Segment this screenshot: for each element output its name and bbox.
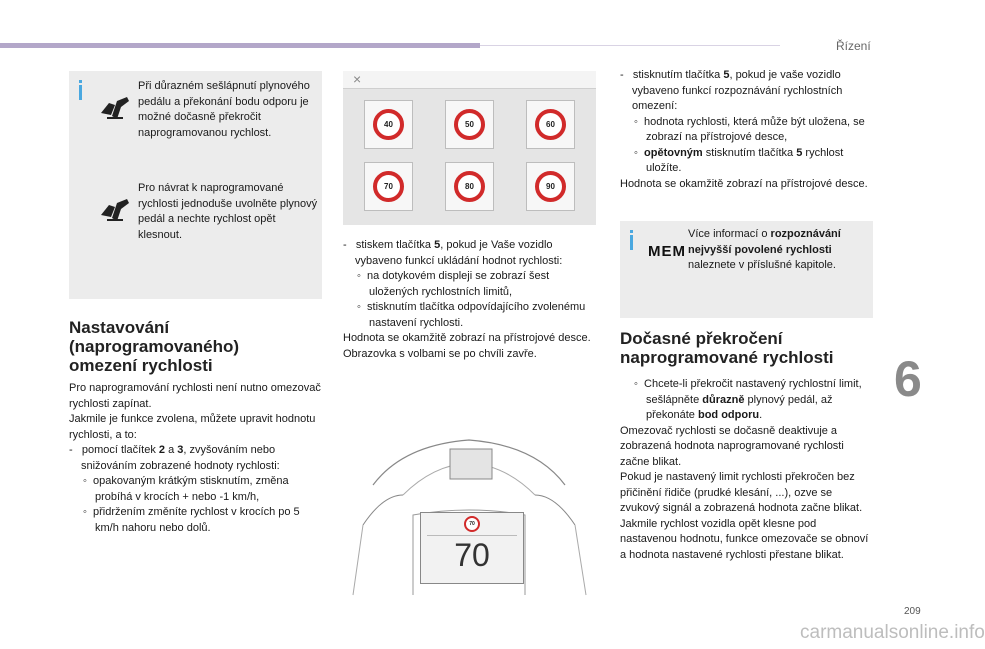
section-heading-exceed: Dočasné překročení naprogramované rychlosti bbox=[620, 329, 834, 367]
info-box-recognition bbox=[620, 221, 873, 318]
speed-button-3[interactable] bbox=[526, 100, 575, 149]
speed-limit-sign-icon: 70 bbox=[464, 516, 480, 532]
cluster-speed-value: 70 bbox=[454, 537, 490, 573]
cluster-display bbox=[420, 512, 524, 584]
col3-body-bottom: ◦ Chcete-li překročit nastavený rychlostní limit, sešlápněte důrazně plynový pedál, až překonáte bod odporu. Omezovač rychlosti se dočasně deaktivuje a zobrazená hodnota naprogramované rychlosti začne blikat. Pokud je nastavený limit rychlosti překročen bez přičinění řidiče (prudké klesání, ...), ozve se zvukový signál a zobrazená hodnota začne blikat. Jakmile rychlost vozidla opět klesne pod nastavenou hodnotu, funkce omezovače se obnoví a hodnota nastavené rychlosti přestane blikat. bbox=[620, 377, 873, 563]
section-title: Řízení bbox=[836, 39, 871, 53]
info-text-recognition: Více informací o rozpoznávání nejvyšší povolené rychlosti naleznete v příslušné kapitole. bbox=[688, 228, 841, 271]
col1-body: Pro naprogramování rychlosti není nutno omezovač rychlosti zapínat. Jakmile je funkce zvolena, můžete upravit hodnotu rychlosti, a to: - pomocí tlačítek 2 a 3, zvyšováním nebo snižováním zobrazené hodnoty rychlosti: ◦ opakovaným krátkým stisknutím, změna probíhá v krocích + nebo -1 km/h, ◦ přidržením změníte rychlost v krocích po 5 km/h nahoru nebo dolů. bbox=[69, 381, 322, 536]
page-number: 209 bbox=[904, 606, 921, 617]
screen-header bbox=[343, 71, 596, 89]
sub-bullet-short-press: ◦ opakovaným krátkým stisknutím, změna probíhá v krocích + nebo -1 km/h, bbox=[83, 475, 289, 503]
mem-icon: MEM bbox=[648, 243, 686, 260]
info-box-overspeed bbox=[69, 71, 322, 299]
bullet-buttons-2-3: - pomocí tlačítek 2 a 3, zvyšováním nebo snižováním zobrazené hodnoty rychlosti: bbox=[69, 444, 280, 472]
sub-bullet-press-button: ◦ stisknutím tlačítka odpovídajícího zvolenému nastavení rychlosti. bbox=[357, 301, 586, 329]
col3-body-top: - stisknutím tlačítka 5, pokud je vaše vozidlo vybaveno funkcí rozpoznávání rychlostních omezení: ◦ hodnota rychlosti, která může být uložena, se zobrazí na přístrojové desce, ◦ opětovným stisknutím tlačítka 5 rychlost uložíte. Hodnota se okamžitě zobrazí na přístrojové desce. bbox=[620, 68, 873, 192]
speed-button-2[interactable] bbox=[445, 100, 494, 149]
speed-limit-sign-icon: 40 bbox=[373, 109, 404, 140]
sub-bullet-six-limits: ◦ na dotykovém displeji se zobrazí šest uložených rychlostních limitů, bbox=[357, 270, 550, 298]
close-icon[interactable]: × bbox=[353, 71, 362, 87]
speed-limit-sign-icon: 80 bbox=[454, 171, 485, 202]
speed-limit-sign-icon: 90 bbox=[535, 171, 566, 202]
speed-limit-sign-icon: 70 bbox=[373, 171, 404, 202]
chapter-number: 6 bbox=[894, 351, 922, 407]
speed-button-1[interactable] bbox=[364, 100, 413, 149]
watermark: carmanualsonline.info bbox=[800, 622, 985, 643]
speed-button-6[interactable] bbox=[526, 162, 575, 211]
sub-bullet-store: ◦ opětovným stisknutím tlačítka 5 rychlost uložíte. bbox=[634, 146, 844, 174]
header-bar bbox=[0, 43, 480, 48]
bullet-button-5-recognition: - stisknutím tlačítka 5, pokud je vaše vozidlo vybaveno funkcí rozpoznávání rychlostních omezení: bbox=[620, 69, 843, 112]
speed-button-5[interactable] bbox=[445, 162, 494, 211]
info-icon bbox=[79, 85, 82, 100]
col2-body: - stiskem tlačítka 5, pokud je Vaše vozidlo vybaveno funkcí ukládání hodnot rychlosti: ◦ na dotykovém displeji se zobrazí šest uložených rychlostních limitů, ◦ stisknutím tlačítka odpovídajícího zvolenému nastavení rychlosti. Hodnota se okamžitě zobrazí na přístrojové desce. Obrazovka s volbami se po chvíli zavře. bbox=[343, 238, 596, 362]
section-heading-setting: Nastavování (naprogramovaného) omezení rychlosti bbox=[69, 318, 240, 375]
bullet-press-pedal: ◦ Chcete-li překročit nastavený rychlostní limit, sešlápněte důrazně plynový pedál, až překonáte bod odporu. bbox=[634, 378, 862, 421]
info-text-1: Při důrazném sešlápnutí plynového pedálu a překonání bodu odporu je možné dočasně překročit naprogramovanou rychlost. bbox=[138, 80, 310, 139]
sub-bullet-display: ◦ hodnota rychlosti, která může být uložena, se zobrazí na přístrojové desce, bbox=[634, 115, 865, 143]
foot-pedal-release-icon bbox=[99, 193, 131, 223]
speed-button-4[interactable] bbox=[364, 162, 413, 211]
info-text-2: Pro návrat k naprogramované rychlosti jednoduše uvolněte plynový pedál a nechte rychlost opět klesnout. bbox=[138, 182, 318, 241]
bullet-button-5-memory: - stiskem tlačítka 5, pokud je Vaše vozidlo vybaveno funkcí ukládání hodnot rychlosti: bbox=[343, 239, 563, 267]
speed-memory-screen bbox=[343, 71, 596, 225]
speed-limit-sign-icon: 60 bbox=[535, 109, 566, 140]
header-line bbox=[480, 45, 780, 46]
foot-pedal-icon bbox=[99, 91, 131, 121]
sub-bullet-long-press: ◦ přidržením změníte rychlost v krocích po 5 km/h nahoru nebo dolů. bbox=[83, 506, 300, 534]
speed-limit-sign-icon: 50 bbox=[454, 109, 485, 140]
info-icon bbox=[630, 235, 633, 250]
